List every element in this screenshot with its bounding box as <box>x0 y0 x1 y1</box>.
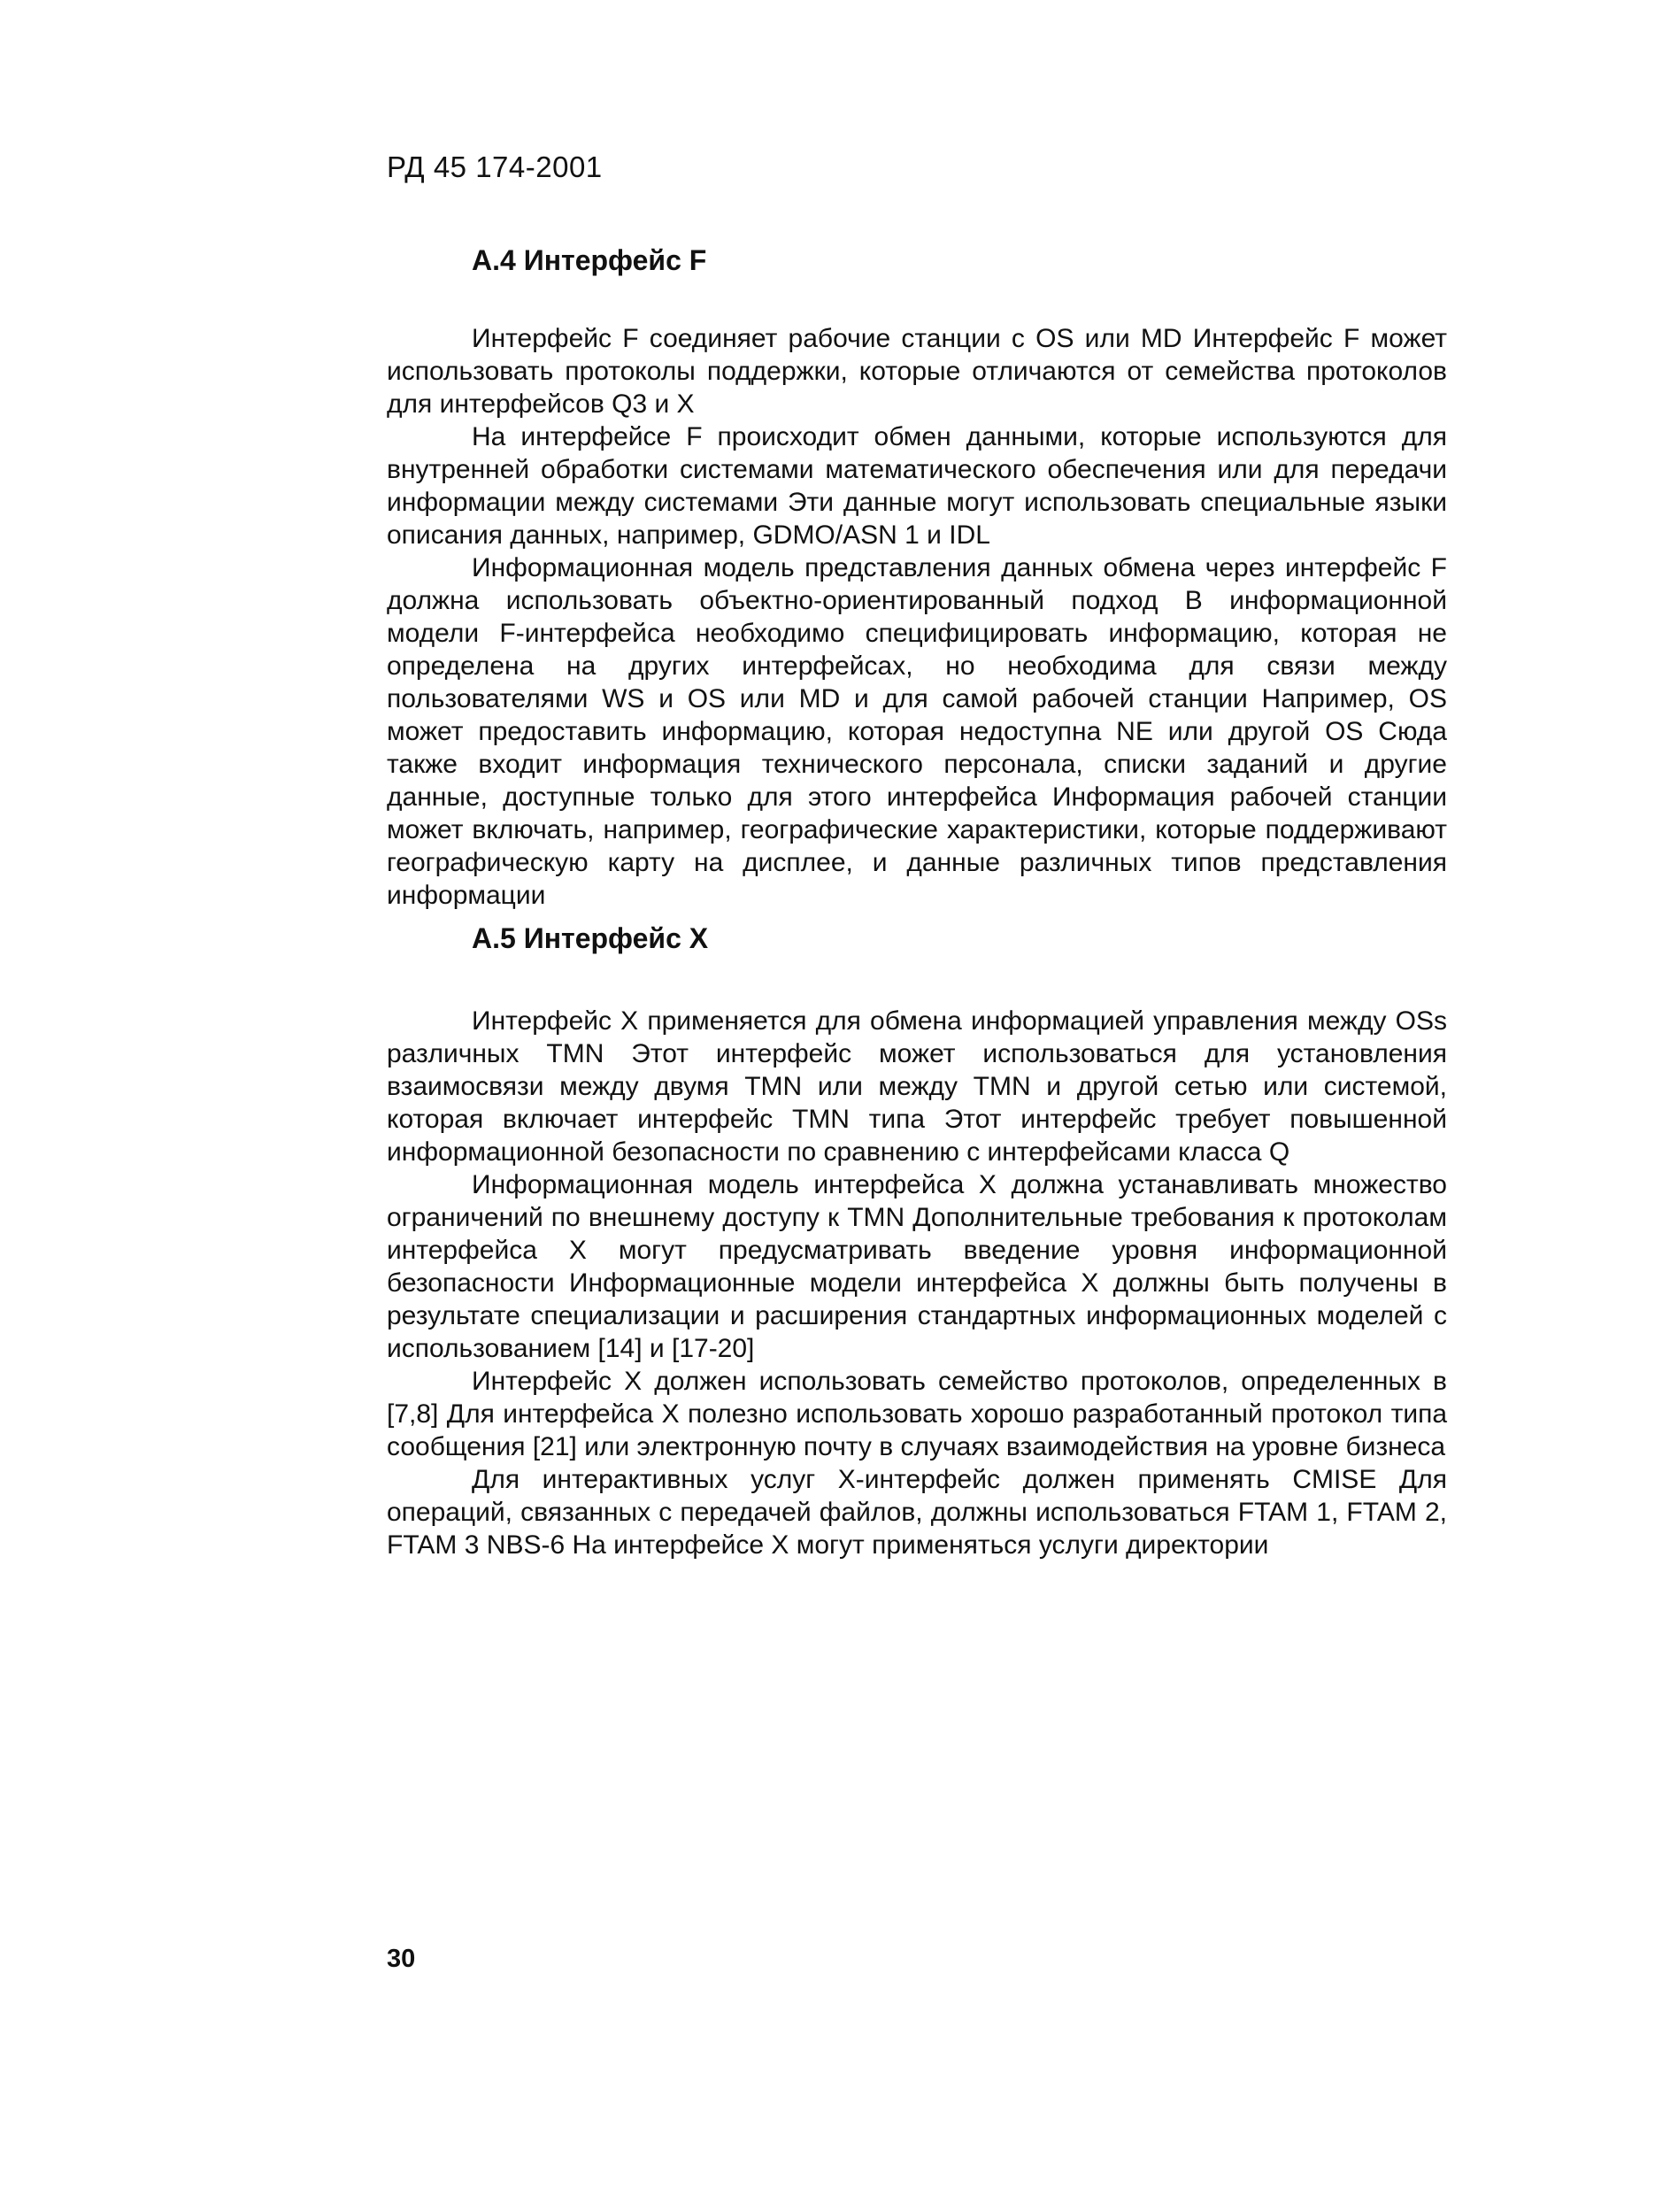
paragraph: На интерфейсе F происходит обмен данными, которые используются для внутренней обработки системами математического обеспечения или для передачи информации между системами Эти данные могут использовать специальные языки описания данных, например, GDMO/ASN 1 и IDL <box>387 422 1447 550</box>
paragraph: Интерфейс X должен использовать семейство протоколов, определенных в [7,8] Для интерфейса X полезно использовать хорошо разработанный протокол типа сообщения [21] или электронную почту в случаях взаимодействия на уровне бизнеса <box>387 1367 1447 1461</box>
paragraph: Интерфейс X применяется для обмена информацией управления между OSs различных TMN Этот интерфейс может использоваться для установления взаимосвязи между двумя TMN или между TMN и другой сетью или системой, которая включает интерфейс TMN типа Этот интерфейс требует повышенной информационной безопасности по сравнению с интерфейсами класса Q <box>387 1006 1447 1167</box>
section-a4 <box>387 243 1447 912</box>
section-a5 <box>387 921 1447 1561</box>
paragraph: Информационная модель интерфейса X должна устанавливать множество ограничений по внешнему доступу к TMN Дополнительные требования к протоколам интерфейса X могут предусматривать введение уровня информационной безопасности Информационные модели интерфейса X должны быть получены в результате специализации и расширения стандартных информационных моделей с использованием [14] и [17-20] <box>387 1170 1447 1363</box>
section-title: А.4 Интерфейс F <box>472 244 707 276</box>
paragraph: Интерфейс F соединяет рабочие станции с OS или MD Интерфейс F может использовать протоколы поддержки, которые отличаются от семейства протоколов для интерфейсов Q3 и X <box>387 324 1447 419</box>
section-title: А.5 Интерфейс X <box>472 922 709 954</box>
document-code-header: РД 45 174-2001 <box>387 150 603 183</box>
paragraph: Информационная модель представления данных обмена через интерфейс F должна использовать объектно-ориентированный подход В информационной модели F-интерфейса необходимо специфицировать информацию, которая не определена на других интерфейсах, но необходима для связи между пользователями WS и OS или MD и для самой рабочей станции Например, OS может предоставить информацию, которая недоступна NE или другой OS Сюда также входит информация технического персонала, списки заданий и другие данные, доступные только для этого интерфейса Информация рабочей станции может включать, например, географические характеристики, которые поддерживают географическую карту на дисплее, и данные различных типов представления информации <box>387 553 1447 910</box>
paragraph: Для интерактивных услуг X-интерфейс должен применять CMISE Для операций, связанных с передачей файлов, должны использоваться FTAM 1, FTAM 2, FTAM 3 NBS-6 На интерфейсе X могут применяться услуги директории <box>387 1465 1447 1560</box>
page-number: 30 <box>387 1945 416 1973</box>
